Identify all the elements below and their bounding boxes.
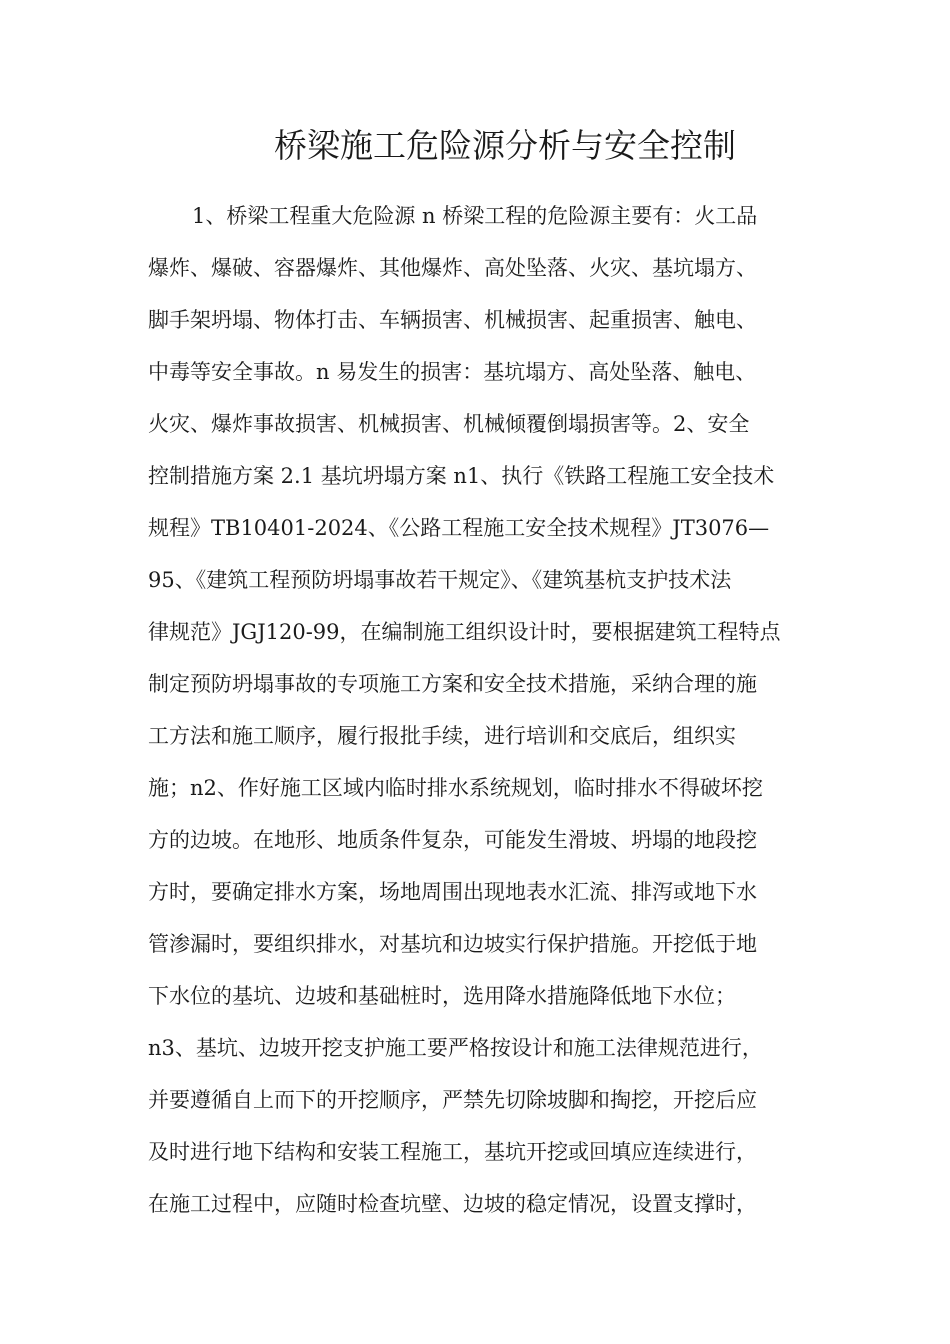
body-line: 95、《建筑工程预防坍塌事故若干规定》、《建筑基杭支护技术法 [148,568,732,592]
body-line: 爆炸、爆破、容器爆炸、其他爆炸、高处坠落、火灾、基坑塌方、 [148,256,757,280]
body-line: 脚手架坍塌、物体打击、车辆损害、机械损害、起重损害、触电、 [148,308,757,332]
body-line: 律规范》JGJ120-99，在编制施工组织设计时，要根据建筑工程特点 [148,620,781,644]
body-line: 制定预防坍塌事故的专项施工方案和安全技术措施，采纳合理的施 [148,672,757,696]
body-line: 在施工过程中，应随时检查坑壁、边坡的稳定情况，设置支撑时， [148,1192,757,1216]
body-line: 及时进行地下结构和安装工程施工，基坑开挖或回填应连续进行， [148,1140,757,1164]
body-line: 控制措施方案 2.1 基坑坍塌方案 n1、执行《铁路工程施工安全技术 [148,464,775,488]
body-line: 方时，要确定排水方案，场地周围出现地表水汇流、排泻或地下水 [148,880,757,904]
body-line: 规程》TB10401-2024、《公路工程施工安全技术规程》JT3076— [148,516,770,540]
document-body [148,190,808,1230]
body-line: 管渗漏时，要组织排水，对基坑和边坡实行保护措施。开挖低于地 [148,932,757,956]
body-line: 下水位的基坑、边坡和基础桩时，选用降水措施降低地下水位； [148,984,736,1008]
body-line: 工方法和施工顺序，履行报批手续，进行培训和交底后，组织实 [148,724,736,748]
body-line: 施；n2、作好施工区域内临时排水系统规划，临时排水不得破坏挖 [148,776,763,800]
body-line: 方的边坡。在地形、地质条件复杂，可能发生滑坡、坍塌的地段挖 [148,828,757,852]
body-line: 中毒等安全事故。n 易发生的损害：基坑塌方、高处坠落、触电、 [148,360,757,384]
body-line: 1、桥梁工程重大危险源 n 桥梁工程的危险源主要有：火工品 [192,204,758,228]
body-line: 并要遵循自上而下的开挖顺序，严禁先切除坡脚和掏挖，开挖后应 [148,1088,757,1112]
document-title: 桥梁施工危险源分析与安全控制 [274,126,736,165]
body-line: n3、基坑、边坡开挖支护施工要严格按设计和施工法律规范进行， [148,1036,763,1060]
body-line: 火灾、爆炸事故损害、机械损害、机械倾覆倒塌损害等。2、安全 [148,412,750,436]
